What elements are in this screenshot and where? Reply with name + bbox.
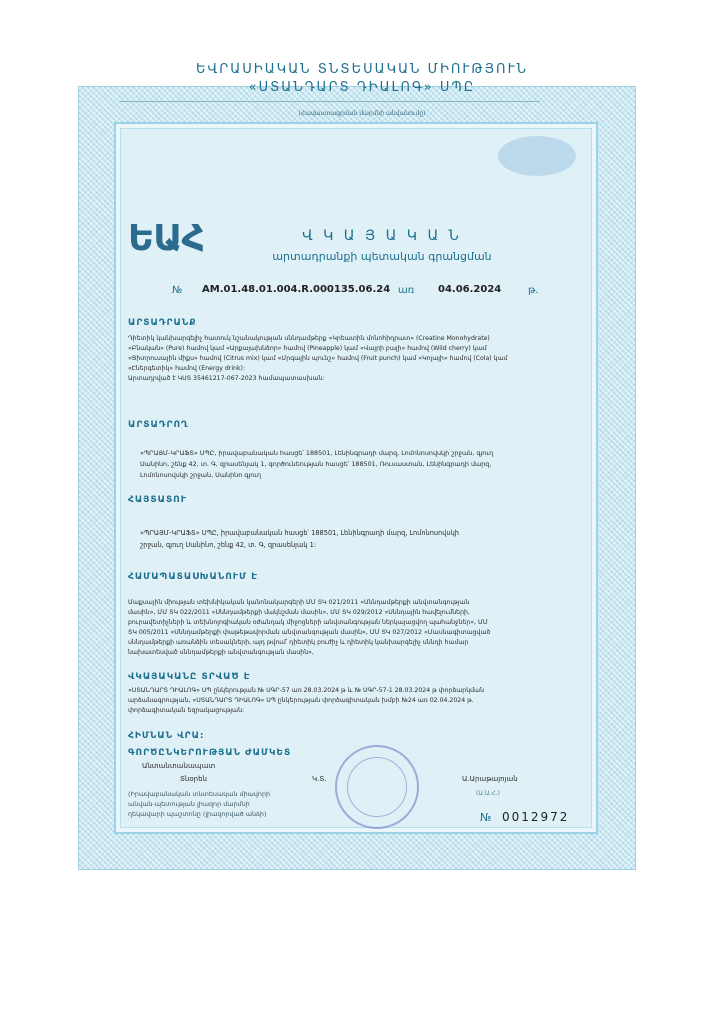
certificate-subtitle: արտադրանքի պետական գրանցման bbox=[272, 250, 492, 263]
year-suffix: թ. bbox=[528, 285, 539, 296]
certificate-title: Վ Կ Ա Յ Ա Կ Ա Ն bbox=[302, 228, 462, 244]
issued-text bbox=[128, 686, 593, 716]
conformity-heading: ՀԱՄԱՊԱՏԱՍԽԱՆՈՒՄ Է bbox=[128, 572, 258, 582]
conformity-line: նախատեսված սննդամթերքի անվտանգության մասին», bbox=[128, 649, 314, 656]
registry-number: 0012972 bbox=[502, 810, 570, 824]
issued-line: արձանագրության, «ՍՏԱՆԴԱՐՏ ԴԻԱԼՈԳ» ՍՊ ընկերության փորձագիտական խմբի №24 առ 02.04.2024 թ. bbox=[128, 697, 474, 704]
conformity-line: Մաքսային միության տեխնիկական կանոնակարգերի ՄՄ ՏԿ 021/2011 «Սննդամթերքի անվտանգության bbox=[128, 599, 470, 606]
eac-logo: ԵԱՀ bbox=[128, 218, 204, 259]
org-subtitle: (Հավաստագրման մարմնի անվանումը) bbox=[298, 110, 426, 117]
product-line: «Էներգետիկ» համով (Energy drink): bbox=[128, 365, 246, 372]
basis-heading: ՀԻՄՆԱՆ ՎՐԱ: bbox=[128, 731, 205, 741]
applicant-line: շրջան, գյուղ Սանինո, շենք 42, տ. Գ, զրասենյակ 1: bbox=[140, 541, 317, 549]
issued-heading: ՎԿԱՅԱԿԱՆԸ ՏՐՎԱԾ Է bbox=[128, 672, 251, 682]
director-heading: ԳՈՐԾԸՆԿԵՐՈՒԹՅԱՆ ԺԱՄԿԵՏ bbox=[128, 748, 292, 758]
manufacturer-line: «ՊՐԱՅՄ-ԿՐԱՖՏ» ՍՊԸ, իրավաբանական հասցե՝ 188501, Լենինգրադի մարզ, Լոմոնոսովսկի շրջան, գյուղ bbox=[140, 449, 494, 457]
conformity-line: ՏԿ 005/2011 «Սննդամթերքի փաթեթավորման անվտանգության մասին», ՄՄ ՏԿ 027/2012 «Մասնագիտացված bbox=[128, 629, 491, 636]
conformity-text bbox=[128, 598, 593, 658]
signer-name-caption: (Ա.Ա.Հ.) bbox=[476, 790, 500, 797]
applicant-heading: ՀԱՅՏԱՏՈՒ bbox=[128, 495, 187, 505]
certificate-number: AM.01.48.01.004.R.000135.06.24 bbox=[202, 284, 391, 295]
date-from-label: առ bbox=[398, 285, 415, 296]
applicant-line: «ՊՐԱՅՄ-ԿՐԱՖՏ» ՍՊԸ, իրավաբանական հասցե՝ 188501, Լենինգրադի մարզ, Լոմոնոսովսկի bbox=[140, 529, 459, 537]
registry-number-label: № bbox=[480, 811, 492, 824]
seal-label: Կ.Տ. bbox=[312, 775, 327, 783]
applicant-text bbox=[140, 527, 590, 551]
signer-role: Անտանտանապատ bbox=[142, 762, 216, 770]
certificate-date: 04.06.2024 bbox=[438, 284, 502, 295]
issued-line: «ՍՏԱՆԴԱՐՏ ԴԻԱԼՈԳ» ՍՊ ընկերության № ՍԳՐ-57 առ 28.03.2024 թ և № ՍԳՐ-57-1 28.03.2024 թ փորձարկման bbox=[128, 687, 485, 694]
conformity-line: սննդամթերքի առանձին տեսակների, այդ թվում՝ դիետիկ բուժիչ և դիետիկ կանխարգելիչ սննդի համար bbox=[128, 639, 469, 646]
round-seal bbox=[335, 745, 419, 829]
org-name-line1: ԵՎՐԱՍԻԱԿԱՆ ՏՆՏԵՍԱԿԱՆ ՄԻՈՒԹՅՈՒՆ bbox=[195, 62, 529, 77]
header-divider bbox=[120, 101, 540, 102]
product-line: Արտադրված է ԿՍՏ 35461217-067-2023 համապատասխան: bbox=[128, 375, 325, 382]
signer-name: Ա.Արաթայոյան bbox=[462, 775, 518, 783]
conformity-line: մասին», ՄՄ ՏԿ 022/2011 «Սննդամթերքի մակնշման մասին», ՄՄ ՏԿ 029/2012 «Սննդային հավելումների, bbox=[128, 609, 470, 616]
product-line: «Ցիտրուսային միքս» համով (Citrus mix) կամ «Մրգային պունշ» համով (Fruit punch) կամ «Կոլայի» համով (Cola) կամ bbox=[128, 355, 508, 362]
authority-caption-line: (Իրավաբանական տնտեսական միավորի bbox=[128, 790, 271, 798]
manufacturer-line: Լոմոնոսովսկի շրջան, Սանինո գյուղ bbox=[140, 471, 262, 479]
conformity-line: բուրավետիչների և տեխնոլոգիական օժանդակ միջոցների անվտանգության ներկայացվող պահանջներ», ՄՄ bbox=[128, 619, 488, 626]
authority-caption-line: ղեկավարի պաշտոնը (լիազորված անձի) bbox=[128, 810, 267, 818]
manufacturer-heading: ԱՐՏԱԴՐՈՂ bbox=[128, 420, 189, 430]
product-text bbox=[128, 334, 588, 384]
blue-stamp-mark bbox=[498, 136, 576, 176]
product-heading: ԱՐՏԱԴՐԱՆՔ bbox=[128, 318, 197, 328]
authority-caption bbox=[128, 789, 328, 819]
issued-line: փորձագիտական եզրակացության: bbox=[128, 707, 245, 714]
manufacturer-text bbox=[140, 448, 590, 481]
signer-title: Տնօրեն bbox=[180, 775, 207, 783]
product-line: «Բնական» (Pure) համով կամ «Արքայախնձոր» համով (Pineapple) կամ «Վայրի բալի» համով (Wild cherry) կամ bbox=[128, 345, 487, 352]
org-name-line2: «ՍՏԱՆԴԱՐՏ ԴԻԱԼՈԳ» ՍՊԸ bbox=[248, 80, 476, 95]
product-line: Դիետիկ կանխարգելիչ հատուկ նշանակության սննդամթերք «Կրեատին մոնոհիդրատ» (Creatine Monohydrate) bbox=[128, 335, 490, 342]
number-label: № bbox=[172, 285, 183, 296]
authority-caption-line: անվան-պետության լիազոր մարմնի bbox=[128, 800, 250, 808]
manufacturer-line: Սանինո, շենք 42, տ. Գ, զրասենյակ 1, գործունեության հասցե՝ 188501, Ռուսաստան, Լենինգրադի մարզ, bbox=[140, 460, 492, 468]
